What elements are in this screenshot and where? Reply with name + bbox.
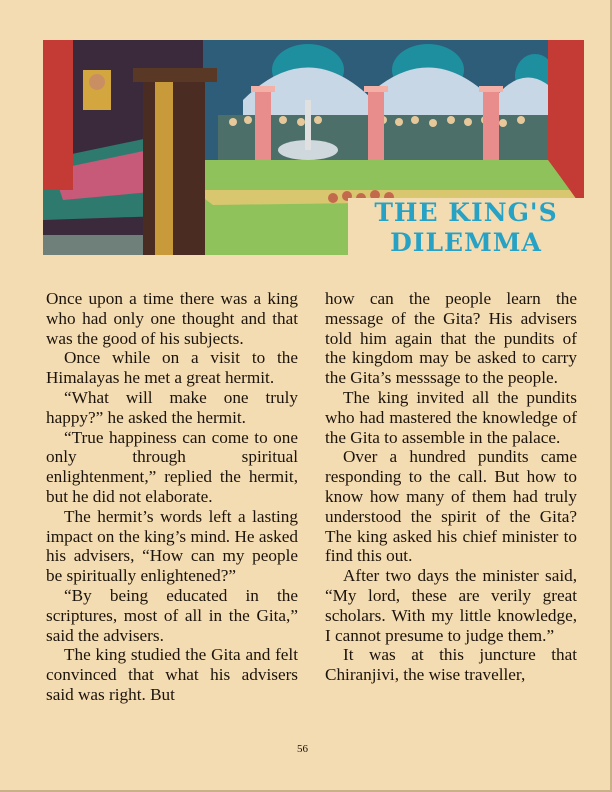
left-column (46, 289, 298, 705)
paragraph: After two days the minister said, “My lord, these are verily great scholars. With my little knowledge, I cannot presume to judge them.” (325, 566, 577, 645)
paragraph: “What will make one truly happy?” he asked the hermit. (46, 387, 298, 427)
paragraph: The king invited all the pundits who had mastered the knowledge of the Gita to assemble in the palace. (325, 387, 577, 447)
page-number: 56 (297, 743, 308, 755)
paragraph: The hermit’s words left a lasting impact on the king’s mind. He asked his advisers, “How can my people be spiritually enlightened?” (46, 506, 298, 586)
paragraph: how can the people learn the message of the Gita? His advisers told him again that the pundits of the kingdom may be asked to carry the Gita’s messsage to the people. (325, 289, 577, 388)
title-box (348, 198, 584, 270)
paragraph: “True happiness can come to one only through spiritual enlightenment,” replied the hermit, but he did not elaborate. (46, 427, 298, 506)
title-line-1: THE KING'S (374, 198, 558, 227)
paragraph: “By being educated in the scriptures, most of all in the Gita,” said the advisers. (46, 585, 298, 645)
paragraph: Over a hundred pundits came responding to the call. But how to know how many of them had truly understood the spirit of the Gita? The king asked his chief minister to find this out. (325, 447, 577, 566)
title-line-2: DILEMMA (390, 228, 542, 257)
paragraph: Once while on a visit to the Himalayas he met a great hermit. (46, 348, 298, 388)
paragraph: Once upon a time there was a king who had only one thought and that was the good of his subjects. (46, 289, 298, 348)
right-column (325, 289, 577, 685)
paragraph: It was at this juncture that Chiranjivi, the wise traveller, (325, 645, 577, 685)
paragraph: The king studied the Gita and felt convinced that what his advisers said was right. But (46, 645, 298, 704)
